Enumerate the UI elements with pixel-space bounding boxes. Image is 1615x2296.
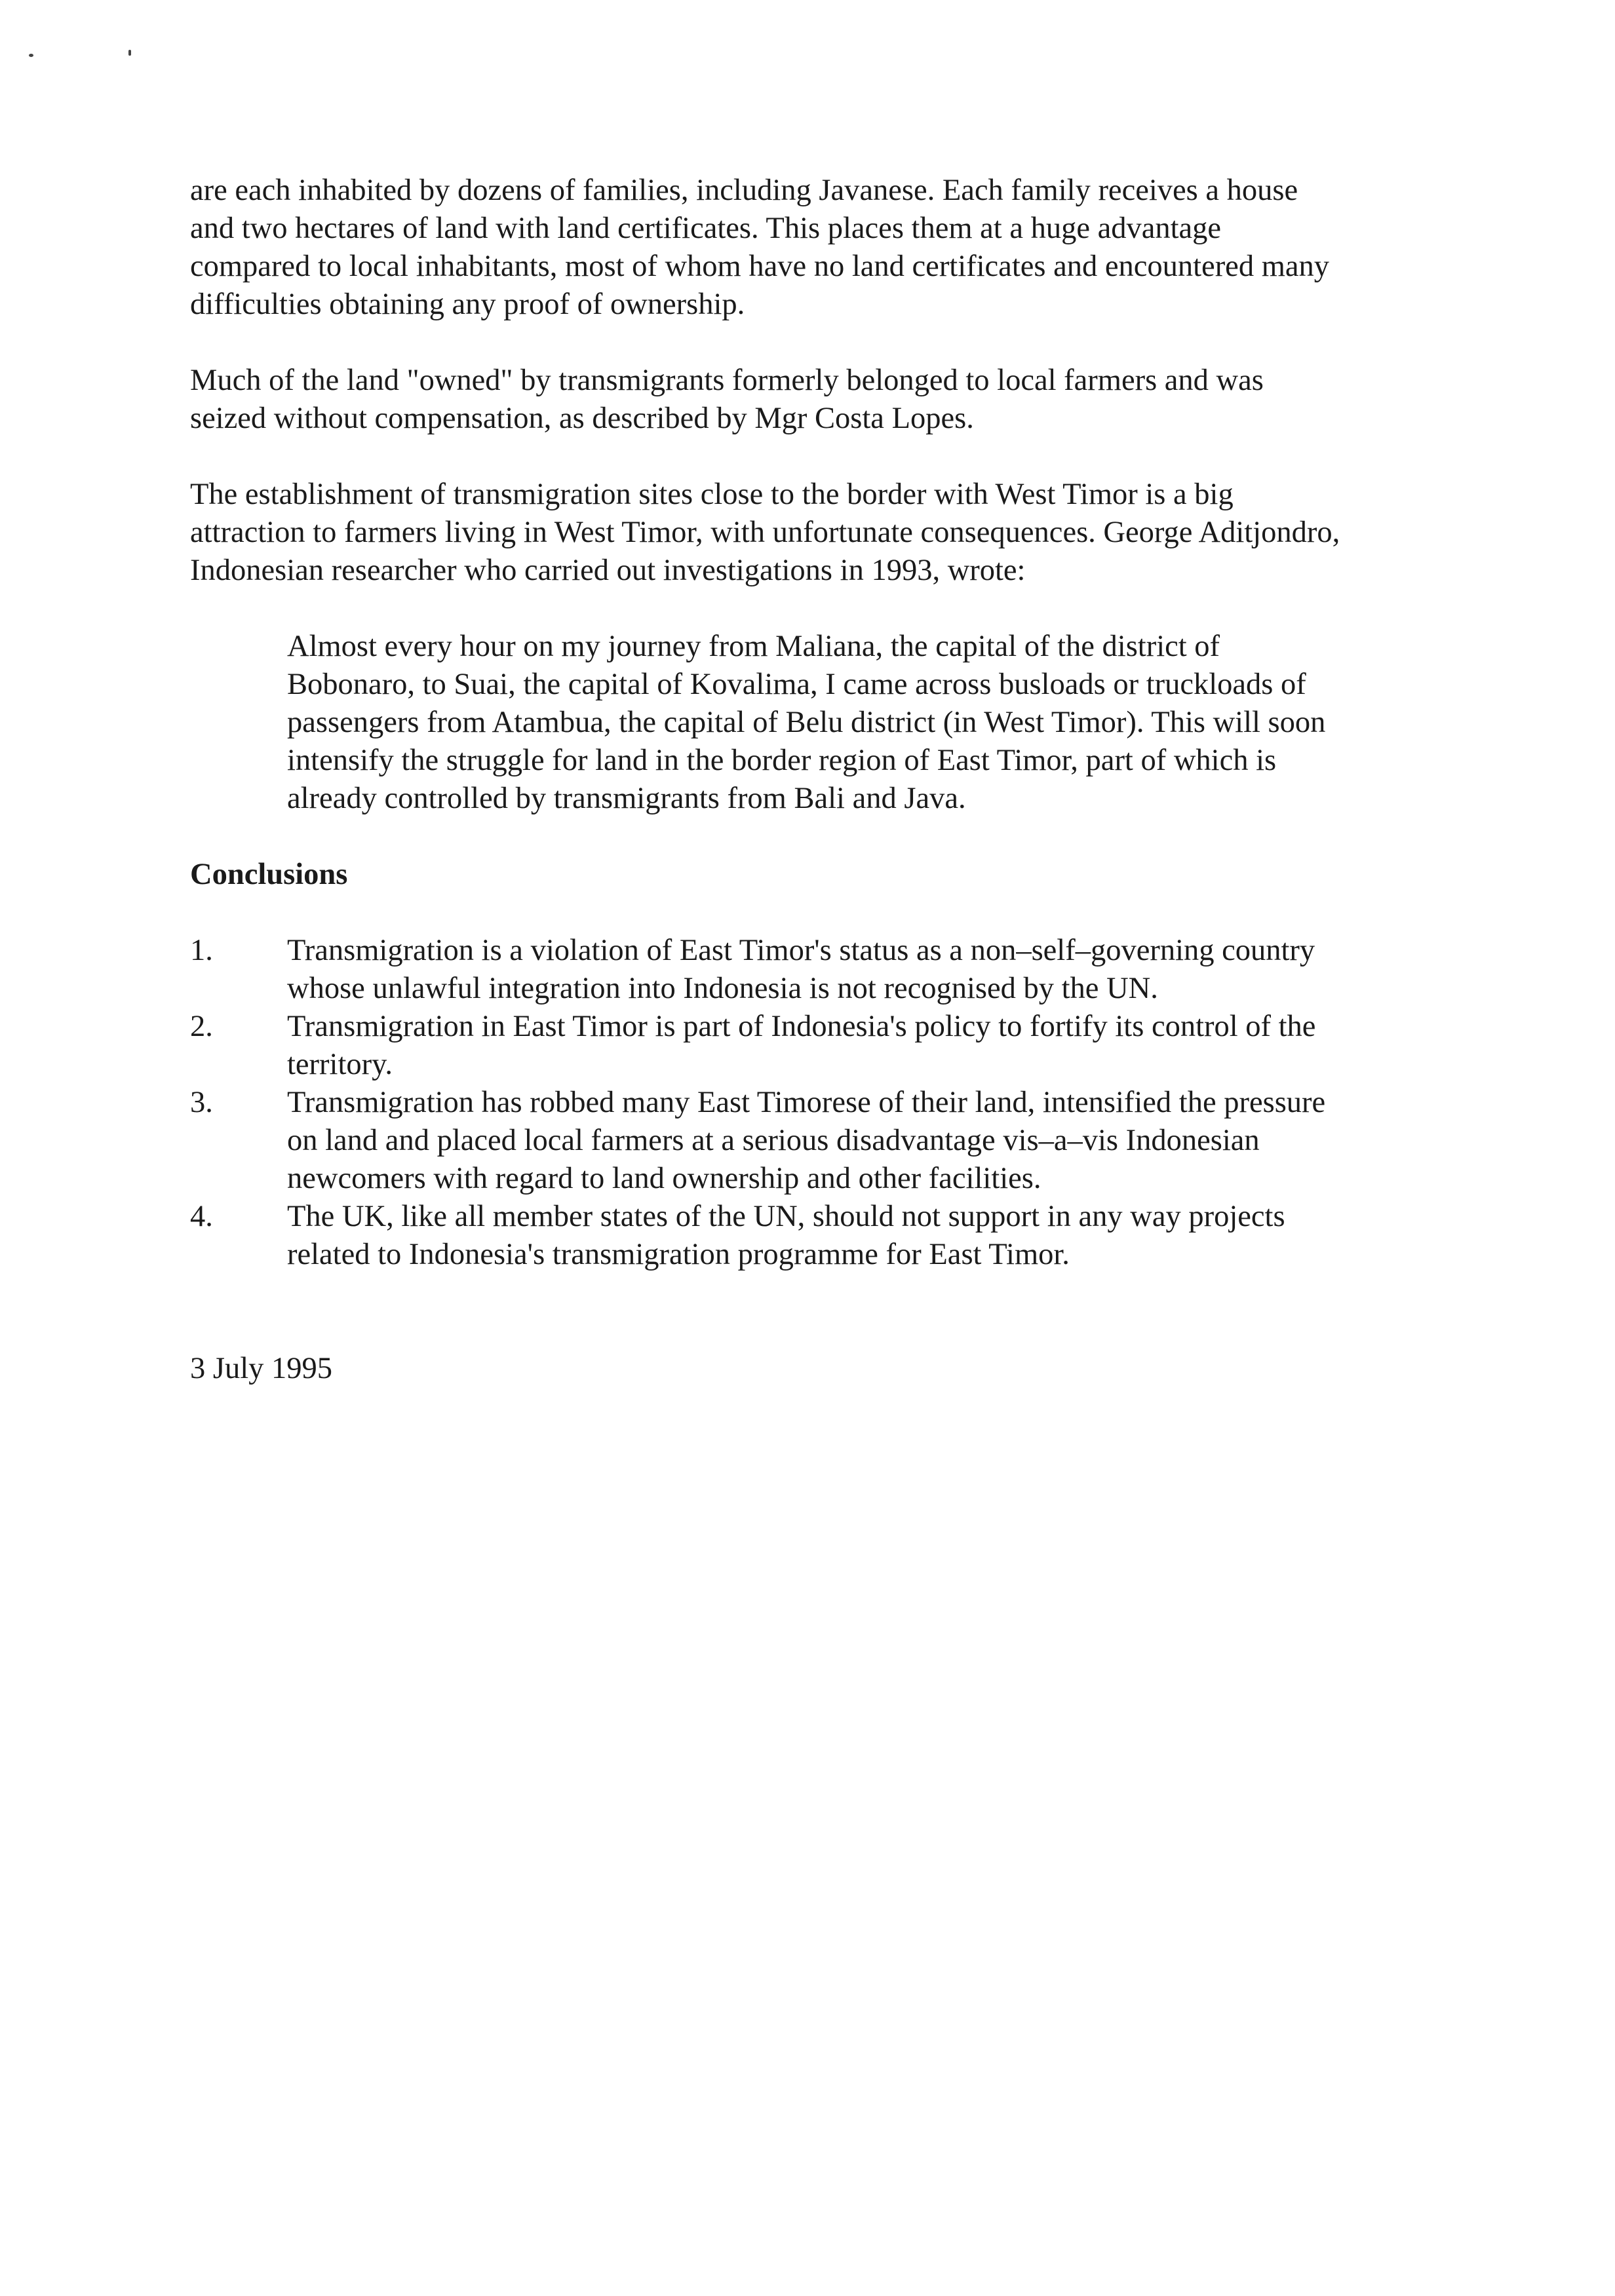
document-body [190,172,1475,1388]
list-item [190,1198,1475,1274]
list-item-text: Transmigration in East Timor is part of Indonesia's policy to fortify its control of the territory. [287,1010,1316,1081]
list-item [190,1084,1475,1198]
conclusions-list [190,932,1475,1274]
paragraph-family-land: are each inhabited by dozens of families, including Javanese. Each family receives a house and two hectares of land with land certificates. This places them at a huge advantage compared to local inhabitants, most of whom have no land certificates and encountered many difficulties obtaining any proof of ownership. [190,174,1330,321]
list-item-number: 1. [190,934,213,967]
list-item [190,932,1475,1008]
scan-speck [128,50,131,56]
document-date: 3 July 1995 [190,1352,333,1385]
conclusions-heading: Conclusions [190,858,348,891]
list-item-number: 4. [190,1200,213,1233]
scan-speck [29,54,33,57]
block-quote-aditjondro: Almost every hour on my journey from Maliana, the capital of the district of Bobonaro, to Suai, the capital of Kovalima, I came across busloads or truckloads of passengers from Atambua, the capital of Belu district (in West Timor). This will soon intensify the struggle for land in the border region of East Timor, part of which is already controlled by transmigrants from Bali and Java. [287,630,1326,815]
list-item [190,1008,1475,1084]
list-item-number: 3. [190,1086,213,1119]
list-item-number: 2. [190,1010,213,1043]
list-item-text: Transmigration has robbed many East Timorese of their land, intensified the pressure on land and placed local farmers at a serious disadvantage vis–a–vis Indonesian newcomers with regard to land ownership and other facilities. [287,1086,1326,1195]
list-item-text: The UK, like all member states of the UN, should not support in any way projects related to Indonesia's transmigration programme for East Timor. [287,1200,1285,1271]
paragraph-border-sites: The establishment of transmigration sites close to the border with West Timor is a big attraction to farmers living in West Timor, with unfortunate consequences. George Aditjondro, Indonesian researcher who carried out investigations in 1993, wrote: [190,478,1340,587]
paragraph-land-seized: Much of the land "owned" by transmigrants formerly belonged to local farmers and was seized without compensation, as described by Mgr Costa Lopes. [190,364,1264,435]
list-item-text: Transmigration is a violation of East Timor's status as a non–self–governing country whose unlawful integration into Indonesia is not recognised by the UN. [287,934,1315,1005]
